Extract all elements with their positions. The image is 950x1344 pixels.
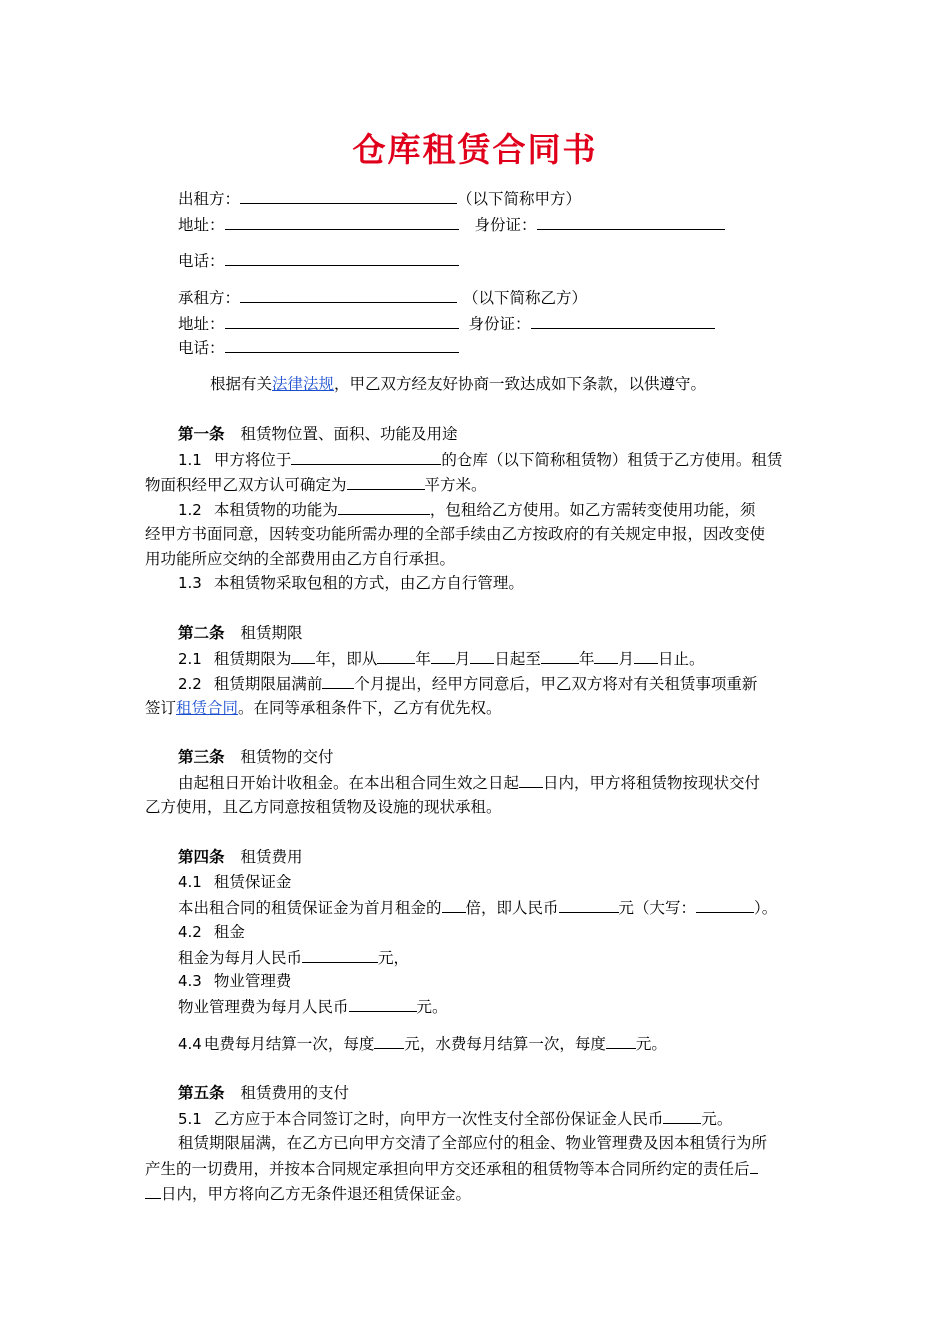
lessee-line — [178, 285, 810, 310]
lease-contract-link[interactable]: 租赁合同 — [176, 699, 239, 717]
refund-para-3 — [145, 1181, 810, 1206]
clause-4-4-text-a: 电费每月结算一次，每度 — [203, 1035, 375, 1053]
clause-1-1 — [178, 447, 810, 472]
refund-days-blank-start[interactable] — [750, 1156, 758, 1174]
intro-pre: 根据有关 — [210, 375, 273, 393]
clause-2-2-text-c: 签订 — [145, 699, 177, 717]
article5-number: 第五条 — [178, 1083, 225, 1102]
clause-1-3-text: 本租赁物采取包租的方式，由乙方自行管理。 — [213, 574, 524, 592]
clause-4-3-text-b: 元。 — [416, 998, 448, 1016]
lessor-tel-blank[interactable] — [225, 248, 459, 266]
lessor-tel-line — [178, 248, 810, 273]
clause-1-1-number: 1.1 — [178, 451, 202, 469]
clause-5-1-text-b: 元。 — [701, 1110, 733, 1128]
clause-2-1-text-g: 月 — [618, 650, 634, 668]
article1-title: 租赁物位置、面积、功能及用途 — [240, 425, 458, 443]
clause-1-1-text-c: 物面积经甲乙双方认可确定为 — [145, 476, 347, 494]
deposit-uppercase-blank[interactable] — [696, 895, 754, 913]
article2-heading — [178, 621, 810, 645]
clause-4-4 — [178, 1031, 810, 1056]
clause-2-1-text-f: 年 — [578, 650, 595, 668]
article3-heading — [178, 745, 810, 769]
end-day-blank[interactable] — [634, 646, 658, 664]
clause-4-3-text-a: 物业管理费为每月人民币 — [178, 998, 349, 1016]
article1-number: 第一条 — [178, 424, 225, 443]
article3-para1 — [178, 770, 810, 795]
lessee-id-blank[interactable] — [531, 311, 715, 329]
clause-4-3-heading — [178, 969, 810, 993]
lessee-address-line — [178, 311, 810, 336]
start-month-blank[interactable] — [431, 646, 455, 664]
lessor-line — [178, 186, 810, 211]
end-year-blank[interactable] — [541, 646, 579, 664]
clause-2-2-text-a: 租赁期限届满前 — [213, 675, 323, 693]
article4-number: 第四条 — [178, 847, 225, 866]
clause-4-1-text-c: 元（大写： — [618, 899, 697, 917]
clause-4-1-text-d: ）。 — [754, 899, 778, 917]
lessee-note: （以下简称乙方） — [463, 289, 588, 307]
management-fee-blank[interactable] — [349, 994, 417, 1012]
clause-2-2-cont — [145, 696, 810, 720]
clause-2-1-text-c: 年 — [415, 650, 431, 668]
clause-2-1-text-a: 租赁期限为 — [213, 650, 292, 668]
rent-blank[interactable] — [302, 945, 378, 963]
lessor-label: 出租方： — [178, 190, 241, 208]
clause-1-1-text-b: 的仓库（以下简称租赁物）租赁于乙方使用。租赁 — [441, 451, 783, 469]
article3-text-b: 日内，甲方将租赁物按现状交付 — [543, 774, 761, 792]
clause-4-1-text-b: 倍，即人民币 — [465, 899, 559, 917]
clause-4-3-title: 物业管理费 — [213, 972, 292, 990]
clause-2-2-text-b: 个月提出，经甲方同意后，甲乙双方将对有关租赁事项重新 — [354, 675, 758, 693]
start-day-blank[interactable] — [470, 646, 494, 664]
clause-4-3-text — [178, 994, 810, 1019]
refund-days-blank-end[interactable] — [145, 1181, 161, 1199]
clause-5-1-number: 5.1 — [178, 1110, 202, 1128]
full-deposit-blank[interactable] — [663, 1106, 701, 1124]
clause-1-2-text-b: ，包租给乙方使用。如乙方需转变使用功能，须 — [429, 501, 756, 519]
clause-4-2-number: 4.2 — [178, 923, 202, 941]
location-blank[interactable] — [291, 447, 441, 465]
clause-4-2-text-a: 租金为每月人民币 — [178, 949, 303, 967]
article5-title: 租赁费用的支付 — [240, 1084, 350, 1102]
clause-2-2 — [178, 671, 810, 696]
lessee-tel-line — [178, 335, 810, 360]
clause-2-1-number: 2.1 — [178, 650, 202, 668]
deposit-multiple-blank[interactable] — [442, 895, 466, 913]
clause-2-1-text-d: 月 — [454, 650, 471, 668]
clause-4-4-text-b: 元，水费每月结算一次，每度 — [404, 1035, 606, 1053]
clause-4-1-heading — [178, 870, 810, 894]
article2-number: 第二条 — [178, 623, 225, 642]
refund-text-c: 日内，甲方将向乙方无条件退还租赁保证金。 — [161, 1185, 472, 1203]
electricity-price-blank[interactable] — [374, 1031, 404, 1049]
lessor-tel-label: 电话： — [178, 252, 225, 270]
lessor-note: （以下简称甲方） — [457, 190, 582, 208]
clause-1-3 — [178, 571, 810, 595]
refund-para-2 — [145, 1156, 810, 1181]
area-blank[interactable] — [347, 472, 425, 490]
article3-para2: 乙方使用，且乙方同意按租赁物及设施的现状承租。 — [145, 798, 502, 816]
lessor-id-blank[interactable] — [537, 212, 725, 230]
article4-title: 租赁费用 — [240, 848, 303, 866]
article1-heading — [178, 422, 810, 446]
clause-4-2-heading — [178, 920, 810, 944]
article3-title: 租赁物的交付 — [240, 748, 334, 766]
lessee-tel-label: 电话： — [178, 339, 225, 357]
clause-1-2 — [178, 497, 810, 522]
clause-1-2-text-a: 本租赁物的功能为 — [213, 501, 338, 519]
lessor-address-label: 地址： — [178, 216, 225, 234]
clause-2-1-text-e: 日起至 — [494, 650, 541, 668]
refund-text-b: 产生的一切费用，并按本合同规定承担向甲方交还承租的租赁物等本合同所约定的责任后 — [145, 1160, 750, 1178]
clause-4-1-number: 4.1 — [178, 873, 202, 891]
lessor-id-label: 身份证： — [474, 216, 537, 234]
clause-2-1 — [178, 646, 810, 671]
clause-4-2-text — [178, 945, 810, 970]
clause-1-1-cont — [145, 472, 810, 497]
article3-text-a: 由起租日开始计收租金。在本出租合同生效之日起 — [178, 774, 520, 792]
clause-2-1-text-b: 年，即从 — [315, 650, 378, 668]
clause-4-2-text-b: 元， — [378, 949, 410, 967]
lessee-label: 承租方： — [178, 289, 241, 307]
term-years-blank[interactable] — [291, 646, 315, 664]
refund-para-1: 租赁期限届满，在乙方已向甲方交清了全部应付的租金、物业管理费及因本租赁行为所 — [178, 1134, 768, 1152]
clause-1-1-text-d: 平方米。 — [424, 476, 487, 494]
lessor-name-blank[interactable] — [240, 186, 457, 204]
start-year-blank[interactable] — [377, 646, 415, 664]
clause-4-3-number: 4.3 — [178, 972, 202, 990]
intro-paragraph — [210, 372, 810, 396]
clause-1-1-text-a: 甲方将位于 — [213, 451, 292, 469]
article4-heading — [178, 845, 810, 869]
clause-2-2-number: 2.2 — [178, 675, 202, 693]
clause-1-3-number: 1.3 — [178, 574, 202, 592]
lessee-tel-blank[interactable] — [225, 335, 459, 353]
water-price-blank[interactable] — [606, 1031, 636, 1049]
clause-1-2-cont2: 用功能所应交纳的全部费用由乙方自行承担。 — [145, 550, 456, 568]
end-month-blank[interactable] — [594, 646, 618, 664]
contract-title: 仓库租赁合同书 — [352, 130, 598, 169]
clause-4-1-text-a: 本出租合同的租赁保证金为首月租金的 — [178, 899, 442, 917]
delivery-days-blank[interactable] — [519, 770, 543, 788]
clause-4-4-text-c: 元。 — [635, 1035, 667, 1053]
lessee-address-label: 地址： — [178, 315, 225, 333]
clause-4-4-number: 4.4 — [178, 1035, 202, 1053]
deposit-amount-blank[interactable] — [559, 895, 619, 913]
lessee-address-blank[interactable] — [225, 311, 459, 329]
intro-post: ，甲乙双方经友好协商一致达成如下条款，以供遵守。 — [334, 375, 707, 393]
lessee-id-label: 身份证： — [468, 315, 531, 333]
clause-4-1-title: 租赁保证金 — [213, 873, 292, 891]
clause-5-1-text-a: 乙方应于本合同签订之时，向甲方一次性支付全部份保证金人民币 — [213, 1110, 664, 1128]
law-link[interactable]: 法律法规 — [272, 375, 335, 393]
article5-heading — [178, 1081, 810, 1105]
lessor-address-blank[interactable] — [225, 212, 459, 230]
clause-1-2-number: 1.2 — [178, 501, 202, 519]
lessor-address-line — [178, 212, 810, 237]
lessee-name-blank[interactable] — [240, 285, 457, 303]
article2-title: 租赁期限 — [240, 624, 303, 642]
clause-1-2-cont1: 经甲方书面同意，因转变功能所需办理的全部手续由乙方按政府的有关规定申报，因改变使 — [145, 525, 766, 543]
article3-number: 第三条 — [178, 747, 225, 766]
notice-months-blank[interactable] — [322, 671, 354, 689]
clause-4-2-title: 租金 — [213, 923, 245, 941]
function-blank[interactable] — [338, 497, 430, 515]
clause-2-2-text-d: 。在同等承租条件下，乙方有优先权。 — [238, 699, 502, 717]
clause-2-1-text-h: 日止。 — [657, 650, 705, 668]
clause-5-1 — [178, 1106, 810, 1131]
clause-4-1-text — [178, 895, 810, 920]
